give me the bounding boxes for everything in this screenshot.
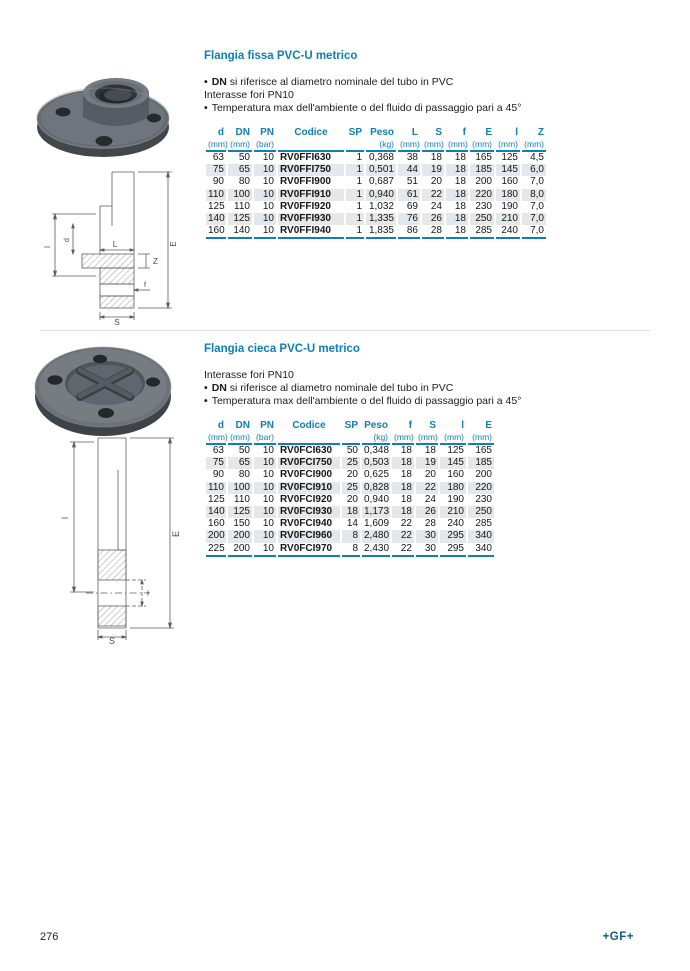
dim-label-f: f (144, 282, 146, 289)
cell-codice: RV0FCI900 (280, 469, 333, 481)
cell: 340 (468, 530, 494, 542)
cell: 10 (262, 445, 274, 456)
flange-photo-art (30, 55, 180, 165)
cell: 1,335 (366, 213, 396, 225)
cell: 0,940 (366, 189, 396, 201)
cell: 165 (475, 152, 492, 163)
column-header-e: E (485, 420, 492, 431)
cell: 250 (468, 506, 494, 518)
cell: 100 (228, 482, 252, 494)
cell-codice: RV0FFI920 (280, 200, 331, 212)
section-divider (40, 330, 650, 331)
cell: 8 (342, 530, 360, 542)
note-line (204, 395, 554, 408)
column-unit: (mm) (416, 432, 438, 445)
cell: 10 (254, 530, 276, 542)
table-row (206, 164, 546, 176)
cell: 185 (468, 457, 494, 469)
cell: 1 (356, 152, 362, 163)
note-line (204, 76, 554, 89)
cell-codice: RV0FCI750 (278, 457, 340, 469)
column-unit: (bar) (254, 432, 276, 445)
cell: 250 (470, 213, 494, 225)
bullet-marker: • (204, 382, 208, 394)
note-text: Temperatura max dell'ambiente o del fluido di passaggio pari a 45° (211, 102, 522, 114)
cell: 125 (447, 445, 464, 456)
column-header-f: f (462, 127, 466, 138)
cell: 18 (400, 469, 412, 481)
cell: 1,835 (366, 225, 396, 239)
cell: 200 (228, 530, 252, 542)
cell: 26 (416, 506, 438, 518)
cell: 7,0 (530, 200, 544, 212)
cell-codice: RV0FFI630 (280, 152, 331, 163)
cell: 20 (424, 469, 436, 481)
cell: 22 (392, 530, 414, 542)
cell: 18 (392, 482, 414, 494)
cell: 240 (496, 225, 520, 239)
note-line (204, 382, 554, 395)
cell: 10 (254, 213, 276, 225)
cell: 340 (468, 543, 494, 557)
cell: 76 (398, 213, 420, 225)
column-header-sp: SP (348, 127, 362, 138)
cell: 65 (228, 164, 252, 176)
cell: 1 (346, 213, 364, 225)
cell: 140 (208, 213, 225, 225)
cell: 1 (346, 225, 364, 239)
cell: 50 (346, 445, 358, 456)
cell: 22 (422, 189, 444, 201)
cell: 240 (447, 518, 464, 530)
cell: 50 (238, 445, 250, 456)
column-header-f: f (408, 420, 412, 431)
cell: 50 (238, 152, 250, 163)
cell: 230 (475, 200, 492, 212)
cell: 24 (424, 493, 436, 505)
cell: 18 (392, 506, 414, 518)
cell: 1,173 (364, 506, 390, 518)
cell: 61 (398, 189, 420, 201)
note-text: Interasse fori PN10 (204, 89, 294, 101)
note-bold-term: DN (211, 382, 227, 394)
cell: 6,0 (522, 164, 546, 176)
cell: 295 (440, 530, 466, 542)
cell: 10 (254, 164, 276, 176)
column-unit: (kg) (362, 432, 390, 445)
note-text: si riferisce al diametro nominale del tubo in PVC (226, 382, 454, 394)
column-header-peso: Peso (370, 127, 394, 138)
cell: 25 (342, 482, 360, 494)
dim-label-d: d (64, 238, 71, 242)
table-row (206, 506, 494, 518)
technical-drawing-flangia-fissa (42, 166, 182, 331)
column-unit: (mm) (228, 432, 252, 445)
table-row (206, 225, 546, 239)
cell: 190 (501, 200, 518, 212)
cell: 190 (447, 493, 464, 505)
note-line (204, 369, 554, 382)
cell: 125 (501, 152, 518, 163)
column-unit (342, 432, 360, 445)
spec-table-flangia-cieca (204, 419, 496, 557)
column-unit: (mm) (522, 139, 546, 152)
cell: 150 (233, 518, 250, 530)
cell: 30 (416, 530, 438, 542)
cell: 24 (430, 200, 442, 212)
note-text: Interasse fori PN10 (204, 369, 294, 381)
cell: 1 (356, 176, 362, 188)
cell-codice: RV0FCI630 (280, 445, 333, 456)
bullet-marker: • (204, 395, 208, 407)
table-row (206, 469, 494, 481)
cell: 10 (254, 482, 276, 494)
cell: 18 (446, 164, 468, 176)
cell: 90 (212, 469, 224, 481)
cell: 7,0 (530, 176, 544, 188)
section-title: Flangia cieca PVC-U metrico (204, 343, 360, 355)
dim-label-l: l (43, 246, 52, 248)
units-row (206, 139, 546, 152)
cell: 200 (208, 530, 225, 542)
cell: 210 (496, 213, 520, 225)
column-header-e: E (485, 127, 492, 138)
cell: 86 (398, 225, 420, 239)
cell: 0,501 (366, 164, 396, 176)
cell: 125 (208, 493, 225, 505)
cell-codice: RV0FFI910 (278, 189, 344, 201)
bullet-marker: • (204, 102, 208, 114)
column-unit: (mm) (468, 432, 494, 445)
header-row (206, 126, 546, 139)
cell: 28 (424, 518, 436, 530)
table-row (206, 457, 494, 469)
cell: 10 (254, 543, 276, 557)
cell: 0,828 (364, 481, 390, 493)
column-unit (346, 139, 364, 152)
technical-drawing-flangia-cieca (58, 430, 188, 650)
column-header-z: Z (537, 127, 544, 138)
table-row (206, 543, 494, 557)
bullet-marker: • (204, 76, 208, 88)
dim-label-f: f (147, 591, 149, 598)
cell: 0,368 (368, 152, 394, 163)
cell: 26 (422, 213, 444, 225)
column-header-dn: DN (235, 420, 250, 431)
dim-label-l: l (60, 517, 70, 519)
column-header-d: d (217, 420, 224, 431)
dim-label-S: S (114, 318, 120, 326)
cell: 145 (496, 164, 520, 176)
cell: 100 (228, 189, 252, 201)
cell: 51 (406, 176, 418, 188)
cell: 210 (440, 506, 466, 518)
column-unit: (bar) (254, 139, 276, 152)
cell: 0,348 (364, 445, 390, 456)
cell: 110 (234, 200, 250, 212)
cell: 18 (454, 176, 466, 188)
header-row (206, 419, 494, 432)
cell: 75 (206, 457, 226, 469)
dim-label-Z: Z (153, 257, 158, 266)
cell: 65 (228, 457, 252, 469)
cell: 18 (342, 506, 360, 518)
cell: 18 (454, 152, 466, 163)
cell: 22 (392, 543, 414, 557)
cell: 2,430 (362, 543, 390, 557)
cell: 1 (346, 189, 364, 201)
cell: 10 (254, 457, 276, 469)
cell: 160 (447, 469, 464, 481)
section-flangia-cieca (204, 343, 554, 557)
column-unit: (mm) (206, 432, 226, 445)
cell-codice: RV0FCI960 (278, 530, 340, 542)
column-unit: (mm) (392, 432, 414, 445)
cell: 1,609 (364, 518, 390, 530)
cell: 10 (254, 506, 276, 518)
table-row (206, 518, 494, 530)
cell: 75 (206, 164, 226, 176)
cell-codice: RV0FCI940 (280, 518, 333, 530)
product-photo-flangia-fissa (30, 55, 180, 170)
table-row (206, 176, 546, 188)
note-line (204, 102, 554, 115)
column-header-dn: DN (235, 127, 250, 138)
column-header-s: S (429, 420, 436, 431)
cell: 285 (470, 225, 494, 239)
cell: 200 (228, 543, 252, 557)
cell: 90 (212, 176, 224, 188)
cell-codice: RV0FCI920 (280, 493, 333, 505)
cell: 10 (262, 493, 274, 505)
cell: 20 (346, 469, 358, 481)
cell: 25 (342, 457, 360, 469)
cell: 20 (346, 493, 358, 505)
column-unit: (kg) (366, 139, 396, 152)
cell: 125 (228, 213, 252, 225)
cell: 63 (212, 152, 224, 163)
cell: 18 (446, 213, 468, 225)
table-row (206, 201, 546, 213)
cell: 145 (440, 457, 466, 469)
section-title: Flangia fissa PVC-U metrico (204, 50, 358, 62)
column-header-sp: SP (344, 420, 358, 431)
note-text: si riferisce al diametro nominale del tubo in PVC (226, 76, 454, 88)
cell: 200 (475, 176, 492, 188)
cell: 125 (228, 506, 252, 518)
cell: 110 (206, 189, 226, 201)
section-flangia-fissa (204, 50, 554, 239)
cell: 10 (262, 152, 274, 163)
cell: 165 (475, 445, 492, 456)
table-row (206, 189, 546, 201)
column-unit: (mm) (206, 139, 226, 152)
dim-label-E: E (171, 530, 181, 538)
cell: 22 (416, 482, 438, 494)
column-header-l: l (461, 420, 464, 431)
cell: 10 (262, 200, 274, 212)
cell: 220 (468, 482, 494, 494)
column-unit: (mm) (446, 139, 468, 152)
cell: 140 (228, 225, 252, 239)
cell: 63 (212, 445, 224, 456)
notes-list (204, 76, 554, 115)
cell: 28 (422, 225, 444, 239)
notes-list (204, 369, 554, 408)
cell-codice: RV0FCI910 (278, 482, 340, 494)
cell: 180 (496, 189, 520, 201)
cell: 110 (234, 493, 250, 505)
column-header-codice: Codice (292, 420, 326, 431)
cell: 18 (400, 445, 412, 456)
cell: 18 (424, 445, 436, 456)
cell: 285 (475, 518, 492, 530)
cell: 125 (208, 200, 225, 212)
cell: 80 (238, 469, 250, 481)
cell: 200 (475, 469, 492, 481)
cell: 110 (206, 482, 226, 494)
column-unit: (mm) (422, 139, 444, 152)
table-row (206, 445, 494, 457)
cell-codice: RV0FFI900 (280, 176, 331, 188)
cell: 0,503 (364, 457, 390, 469)
column-unit: (mm) (228, 139, 252, 152)
cell-codice: RV0FCI970 (278, 543, 340, 557)
column-header-s: S (435, 127, 442, 138)
cell: 10 (254, 189, 276, 201)
cell: 10 (254, 225, 276, 239)
cell: 18 (430, 152, 442, 163)
cell: 18 (454, 200, 466, 212)
column-unit: (mm) (440, 432, 466, 445)
cell: 10 (262, 469, 274, 481)
table-row (206, 482, 494, 494)
table-row (206, 494, 494, 506)
cell: 160 (208, 518, 225, 530)
cell: 8,0 (522, 189, 546, 201)
table-row (206, 213, 546, 225)
cell: 295 (440, 543, 466, 557)
cell: 0,940 (364, 493, 390, 505)
cell: 22 (400, 518, 412, 530)
table-row (206, 152, 546, 164)
cell: 14 (346, 518, 358, 530)
column-header-peso: Peso (364, 420, 388, 431)
cell: 1 (346, 164, 364, 176)
dim-label-E: E (169, 241, 178, 247)
column-header-pn: PN (260, 420, 274, 431)
cell: 19 (422, 164, 444, 176)
cell: 8 (342, 543, 360, 557)
cell: 10 (262, 518, 274, 530)
cell: 18 (400, 493, 412, 505)
cell: 0,687 (368, 176, 394, 188)
column-unit (278, 432, 340, 445)
units-row (206, 432, 494, 445)
note-line (204, 89, 554, 102)
cell-codice: RV0FCI930 (278, 506, 340, 518)
cell: 38 (406, 152, 418, 163)
cell: 20 (430, 176, 442, 188)
note-text: Temperatura max dell'ambiente o del fluido di passaggio pari a 45° (211, 395, 522, 407)
cell: 80 (238, 176, 250, 188)
cell-codice: RV0FFI940 (278, 225, 344, 239)
cell: 220 (470, 189, 494, 201)
dim-label-S: S (108, 636, 116, 645)
column-header-l: l (515, 127, 518, 138)
cell: 225 (206, 543, 226, 557)
column-unit (278, 139, 344, 152)
cell: 18 (446, 189, 468, 201)
cell: 69 (406, 200, 418, 212)
brand-logo: +GF+ (602, 931, 634, 943)
cell: 180 (440, 482, 466, 494)
cell: 140 (208, 506, 225, 518)
column-unit: (mm) (470, 139, 494, 152)
cell: 0,625 (364, 469, 390, 481)
table-row (206, 530, 494, 542)
cell-codice: RV0FFI750 (278, 164, 344, 176)
cell: 160 (206, 225, 226, 239)
column-header-pn: PN (260, 127, 274, 138)
spec-table-flangia-fissa (204, 126, 548, 239)
column-unit: (mm) (496, 139, 520, 152)
cell: 4,5 (530, 152, 544, 163)
column-header-l: L (411, 127, 418, 138)
cell-codice: RV0FFI930 (278, 213, 344, 225)
column-header-codice: Codice (294, 127, 328, 138)
note-bold-term: DN (211, 76, 227, 88)
cell: 7,0 (522, 225, 546, 239)
cell: 7,0 (522, 213, 546, 225)
cell: 10 (262, 176, 274, 188)
cell: 2,480 (364, 530, 390, 542)
cell: 44 (398, 164, 420, 176)
page-number: 276 (40, 931, 59, 943)
cell: 19 (416, 457, 438, 469)
cell: 1,032 (368, 200, 394, 212)
cell: 30 (416, 543, 438, 557)
cell: 18 (392, 457, 414, 469)
cell: 185 (470, 164, 494, 176)
cell: 160 (501, 176, 518, 188)
cell: 230 (475, 493, 492, 505)
column-unit: (mm) (398, 139, 420, 152)
dim-label-L: L (112, 240, 118, 249)
cell: 1 (356, 200, 362, 212)
cell: 18 (446, 225, 468, 239)
column-header-d: d (217, 127, 224, 138)
